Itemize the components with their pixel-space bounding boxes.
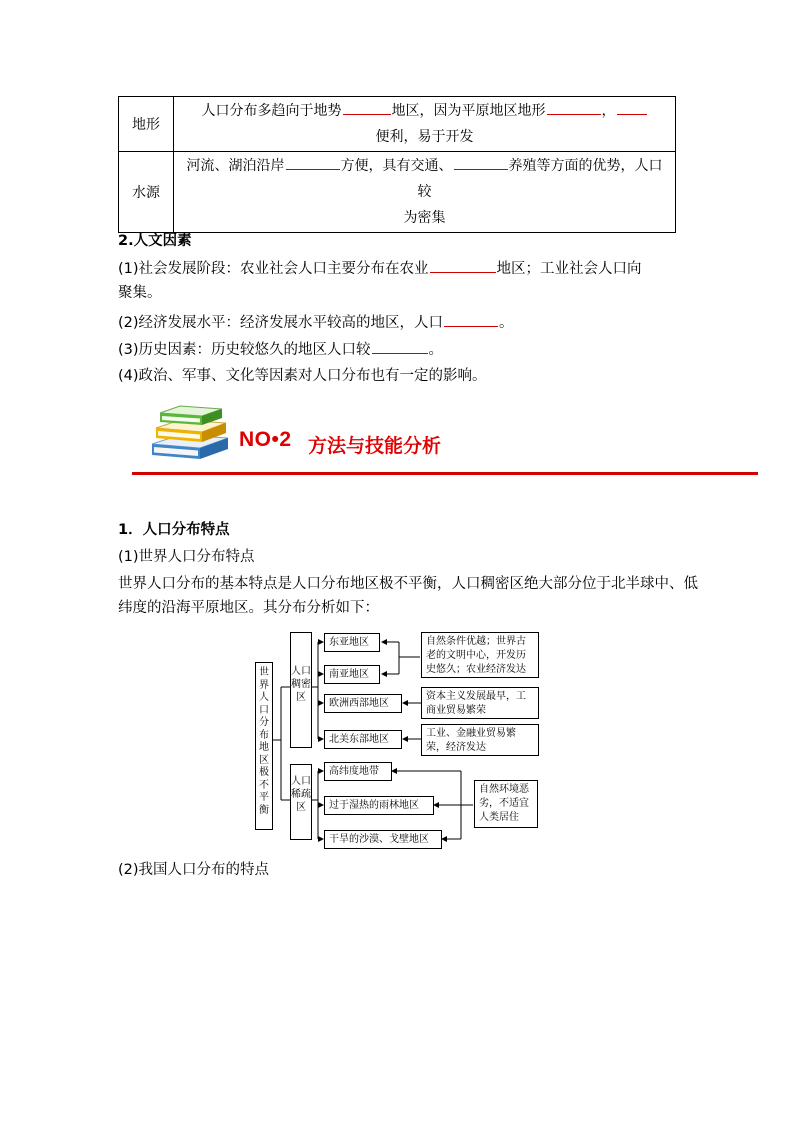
cell-text: 养殖等方面的优势，人口较 xyxy=(417,158,663,200)
region-box: 干旱的沙漠、戈壁地区 xyxy=(324,830,442,849)
natural-factors-table xyxy=(118,96,676,233)
banner-divider xyxy=(132,472,758,475)
table-row xyxy=(119,152,676,233)
banner-number: NO•2 xyxy=(239,428,292,451)
cell-text: 地区，因为平原地区地形 xyxy=(391,103,546,119)
sparse-area-box: 人口稀疏区 xyxy=(290,764,312,840)
cell-text: 河流、湖泊沿岸 xyxy=(186,158,285,174)
table-row xyxy=(119,97,676,152)
region-box: 过于湿热的雨林地区 xyxy=(324,796,434,815)
cell-text: 便利，易于开发 xyxy=(375,129,474,145)
paragraph-item-4: (4)政治、军事、文化等因素对人口分布也有一定的影响。 xyxy=(118,368,487,384)
cell-text: 为密集 xyxy=(403,210,446,226)
text: 聚集。 xyxy=(118,285,162,301)
text: 纬度的沿海平原地区。其分布分析如下： xyxy=(118,600,379,616)
paragraph-item-1 xyxy=(118,257,688,305)
books-icon xyxy=(150,404,230,462)
table-content-cell xyxy=(174,152,676,233)
subsection-heading: (1)世界人口分布特点 xyxy=(118,549,255,565)
root-box: 世界人口分布地区极不平衡 xyxy=(255,662,273,830)
answer-blank[interactable] xyxy=(372,338,428,354)
reason-box: 自然环境恶劣，不适宜人类居住 xyxy=(474,780,538,828)
cell-text: 方便，具有交通、 xyxy=(340,158,453,174)
answer-blank[interactable] xyxy=(617,99,647,115)
table-content-cell xyxy=(174,97,676,152)
region-box: 南亚地区 xyxy=(324,665,380,684)
text: 。 xyxy=(499,315,514,331)
reason-box: 自然条件优越；世界古老的文明中心，开发历史悠久；农业经济发达 xyxy=(421,632,539,678)
answer-blank[interactable] xyxy=(454,154,508,170)
reason-box: 工业、金融业贸易繁荣，经济发达 xyxy=(421,724,539,756)
cell-text: ， xyxy=(601,103,616,119)
section-heading: 1．人口分布特点 xyxy=(118,522,230,538)
section-heading: 2.人文因素 xyxy=(118,233,192,249)
table-header-cell: 地形 xyxy=(119,97,174,152)
answer-blank[interactable] xyxy=(430,257,496,273)
paragraph xyxy=(118,572,698,620)
population-distribution-diagram xyxy=(250,630,550,850)
text: (3)历史因素：历史较悠久的地区人口较 xyxy=(118,342,371,358)
text: 地区；工业社会人口向 xyxy=(496,261,642,277)
paragraph-item-3 xyxy=(118,338,443,362)
answer-blank[interactable] xyxy=(444,311,498,327)
paragraph-item-2 xyxy=(118,311,514,335)
text: 世界人口分布的基本特点是人口分布地区极不平衡，人口稠密区绝大部分位于北半球中、低 xyxy=(118,576,698,592)
text: (2)经济发展水平：经济发展水平较高的地区，人口 xyxy=(118,315,444,331)
answer-blank[interactable] xyxy=(343,99,391,115)
dense-area-box: 人口稠密区 xyxy=(290,632,312,748)
table-header-cell: 水源 xyxy=(119,152,174,233)
reason-box: 资本主义发展最早，工商业贸易繁荣 xyxy=(421,687,539,719)
subsection-heading: (2)我国人口分布的特点 xyxy=(118,862,270,878)
region-box: 北美东部地区 xyxy=(324,730,402,749)
cell-text: 人口分布多趋向于地势 xyxy=(201,103,342,119)
answer-blank[interactable] xyxy=(286,154,340,170)
region-box: 高纬度地带 xyxy=(324,762,392,781)
region-box: 欧洲西部地区 xyxy=(324,694,402,713)
answer-blank[interactable] xyxy=(547,99,601,115)
region-box: 东亚地区 xyxy=(324,633,380,652)
text: (1)社会发展阶段：农业社会人口主要分布在农业 xyxy=(118,261,429,277)
text: 。 xyxy=(428,342,444,358)
banner-title: 方法与技能分析 xyxy=(308,435,442,457)
